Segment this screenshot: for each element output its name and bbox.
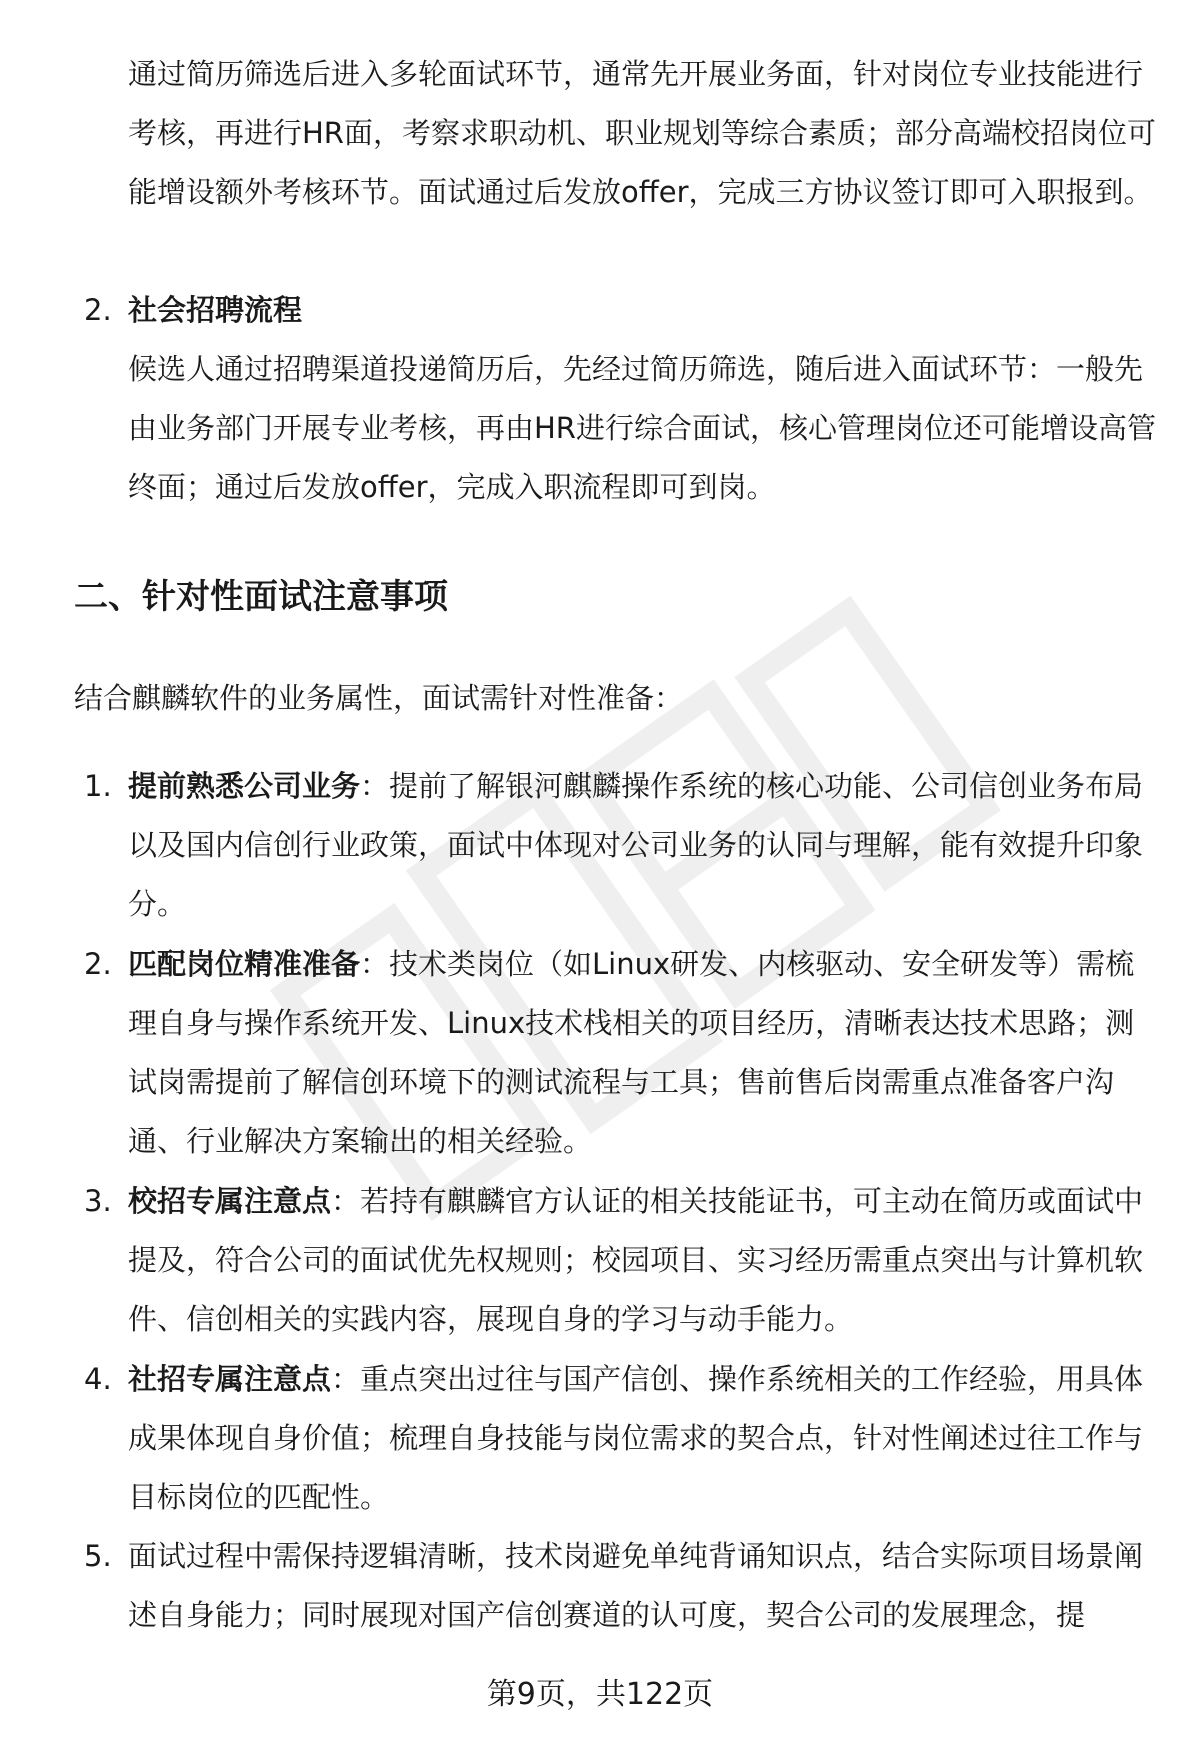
list-item-title: 匹配岗位精准准备 (128, 947, 361, 981)
list-number: 2. (84, 947, 112, 981)
list-number: 4. (84, 1362, 112, 1396)
list-item-social-recruitment (0, 281, 1200, 517)
list-item (0, 935, 1200, 1171)
list-item (0, 757, 1200, 934)
list-item (0, 1527, 1200, 1645)
section-intro: 结合麒麟软件的业务属性，面试需针对性准备： (74, 681, 684, 715)
list-item-title: 提前熟悉公司业务 (128, 769, 361, 803)
list-number: 1. (84, 769, 112, 803)
list-item-title: 社会招聘流程 (128, 293, 303, 327)
page-number-footer: 第9页，共122页 (486, 1677, 714, 1712)
continued-paragraph: 通过简历筛选后进入多轮面试环节，通常先开展业务面，针对岗位专业技能进行考核，再进行HR面，考察求职动机、职业规划等综合素质；部分高端校招岗位可能增设额外考核环节。面试通过后发放offer，完成三方协议签订即可入职报到。 (128, 57, 1156, 209)
list-item-body: ：重点突出过往与国产信创、操作系统相关的工作经验，用具体成果体现自身价值；梳理自身技能与岗位需求的契合点，针对性阐述过往工作与目标岗位的匹配性。 (128, 1362, 1144, 1514)
list-item-body: ：提前了解银河麒麟操作系统的核心功能、公司信创业务布局以及国内信创行业政策，面试中体现对公司业务的认同与理解，能有效提升印象分。 (128, 769, 1144, 921)
list-item-body: 候选人通过招聘渠道投递简历后，先经过简历筛选，随后进入面试环节：一般先由业务部门开展专业考核，再由HR进行综合面试，核心管理岗位还可能增设高管终面；通过后发放offer，完成入职流程即可到岗。 (128, 352, 1156, 504)
list-item-text (128, 281, 1160, 517)
list-number: 2. (84, 293, 112, 327)
list-item-body: 面试过程中需保持逻辑清晰，技术岗避免单纯背诵知识点，结合实际项目场景阐述自身能力；同时展现对国产信创赛道的认可度，契合公司的发展理念，提 (128, 1539, 1144, 1632)
list-number: 3. (84, 1184, 112, 1218)
list-item-body: ：若持有麒麟官方认证的相关技能证书，可主动在简历或面试中提及，符合公司的面试优先权规则；校园项目、实习经历需重点突出与计算机软件、信创相关的实践内容，展现自身的学习与动手能力。 (128, 1184, 1144, 1336)
list-item-title: 社招专属注意点 (128, 1362, 332, 1396)
list-number: 5. (84, 1539, 112, 1573)
section-heading: 二、针对性面试注意事项 (74, 577, 448, 617)
list-item (0, 1350, 1200, 1527)
list-item (0, 1172, 1200, 1349)
list-item-body: ：技术类岗位（如Linux研发、内核驱动、安全研发等）需梳理自身与操作系统开发、Linux技术栈相关的项目经历，清晰表达技术思路；测试岗需提前了解信创环境下的测试流程与工具；售前售后岗需重点准备客户沟通、行业解决方案输出的相关经验。 (128, 947, 1135, 1158)
list-item-title: 校招专属注意点 (128, 1184, 332, 1218)
